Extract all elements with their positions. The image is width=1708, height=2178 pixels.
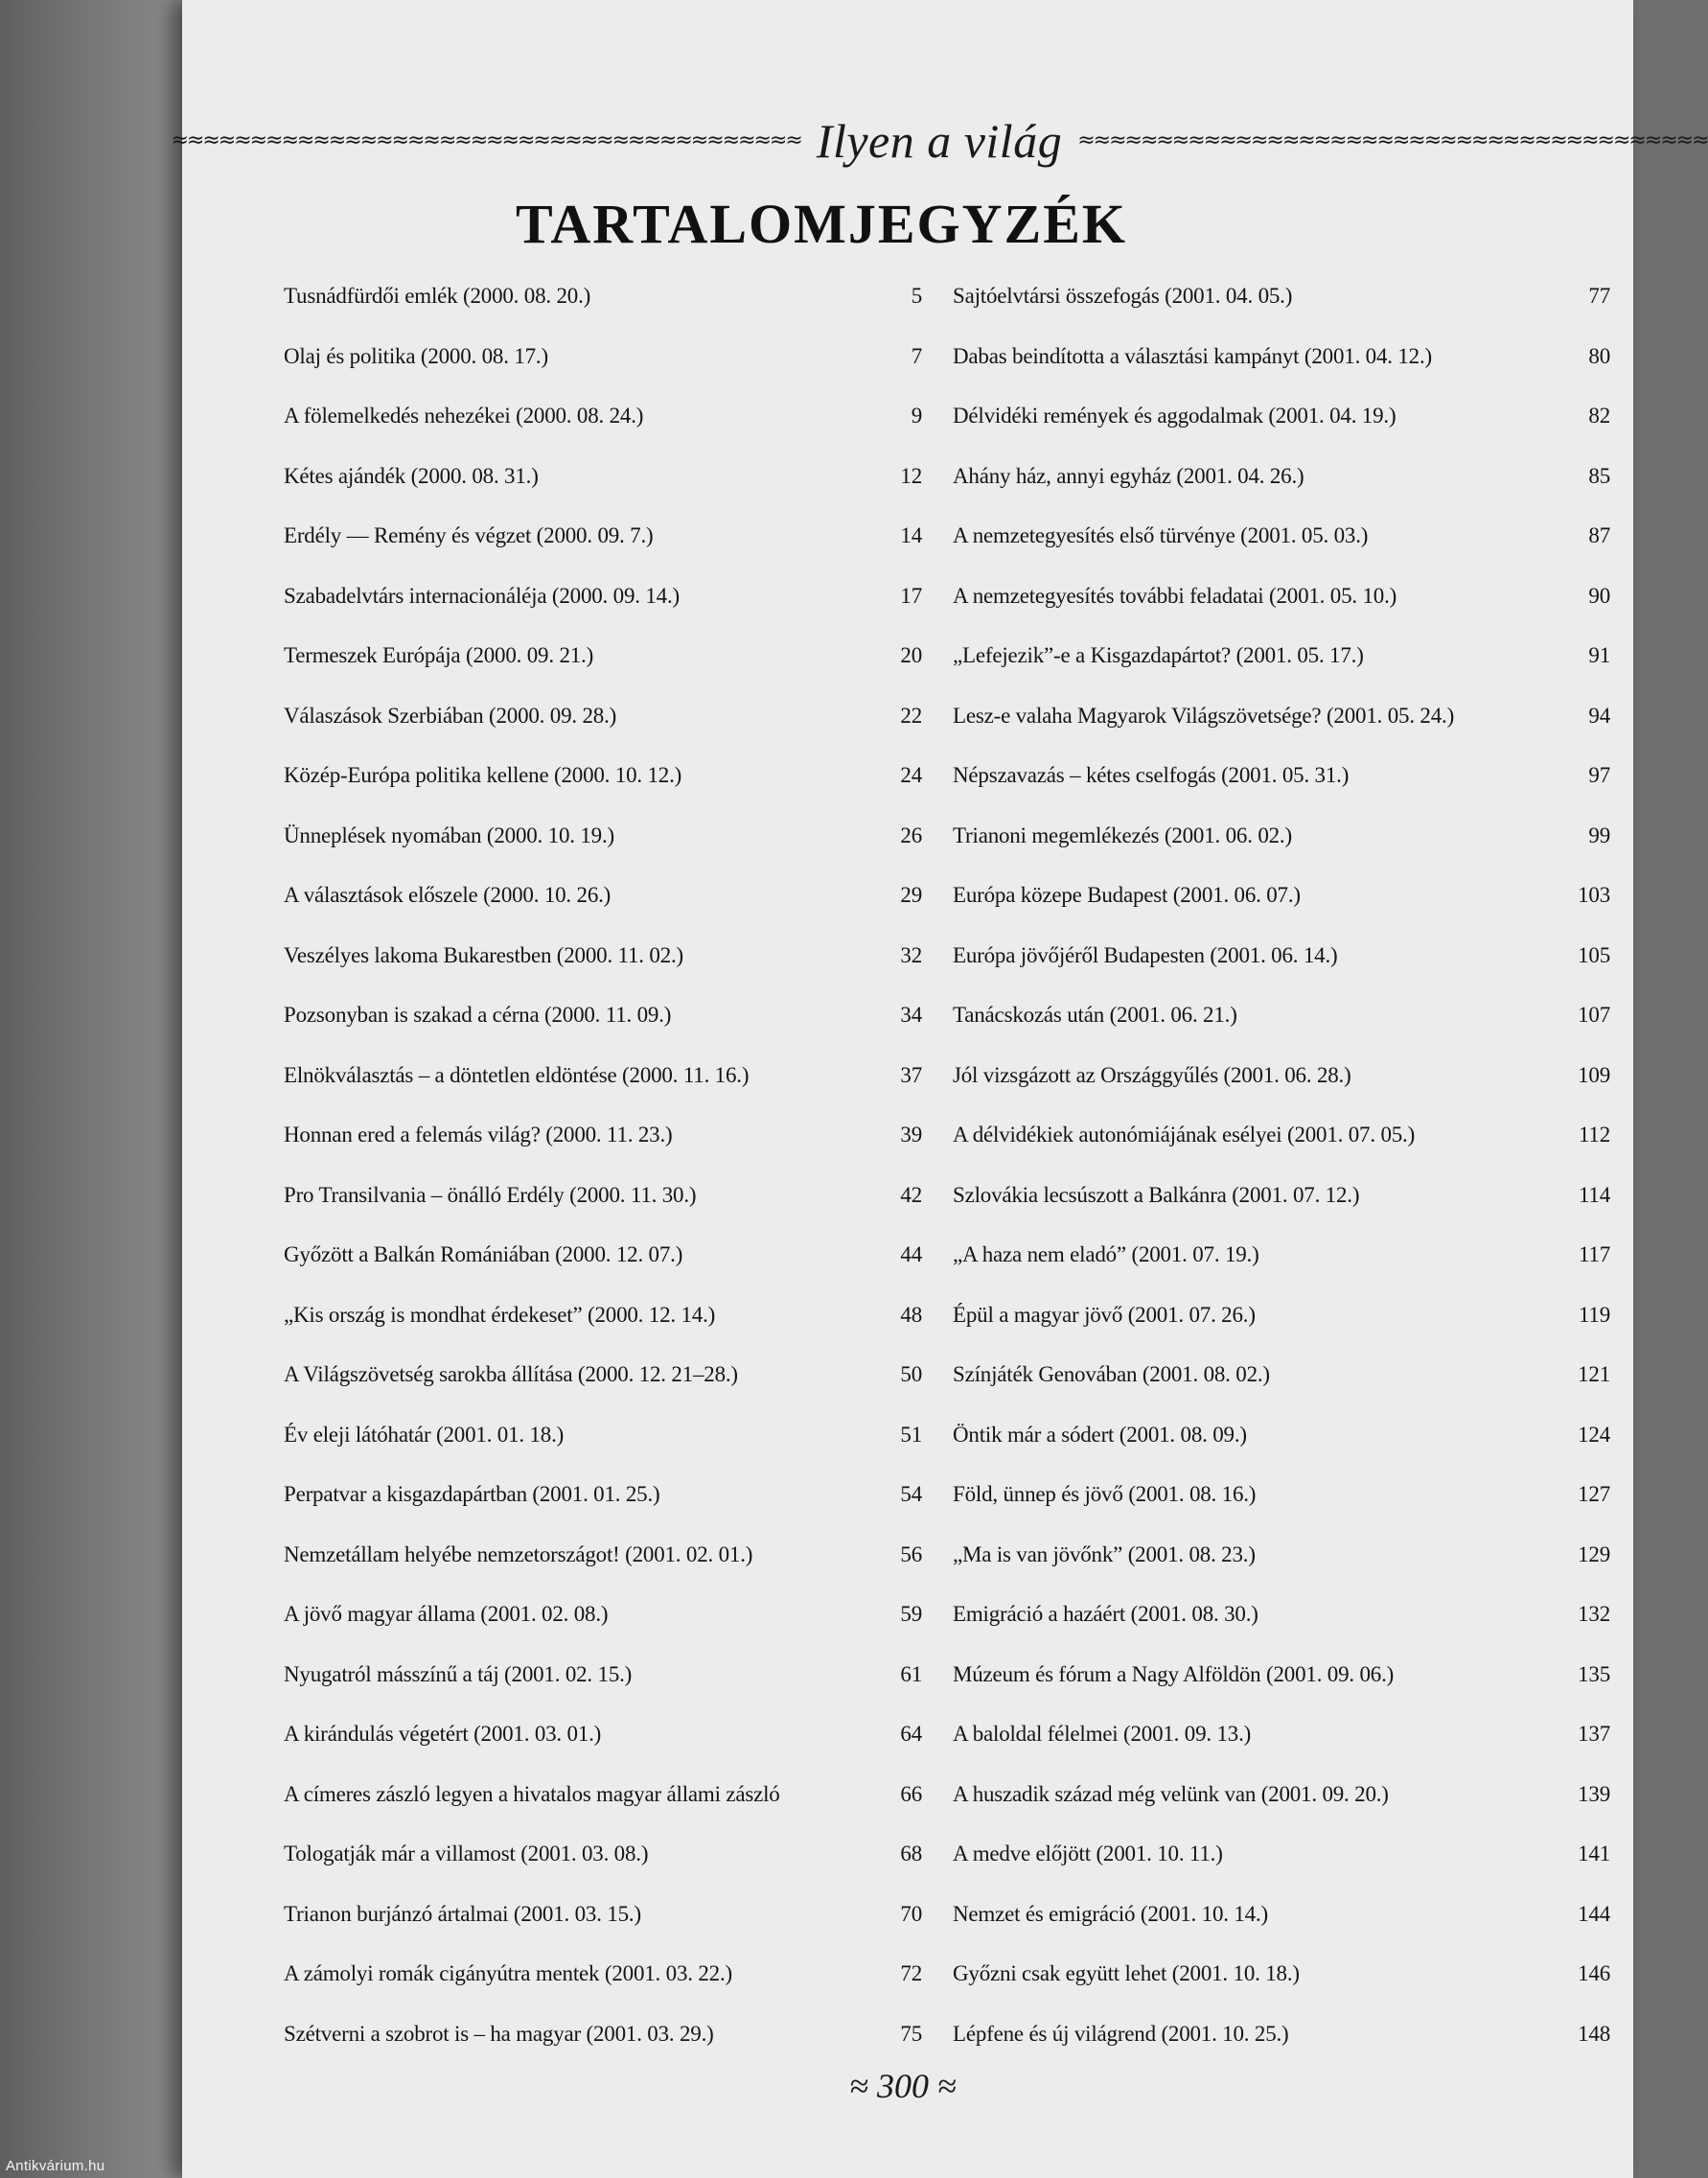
- toc-entry-row: [953, 763, 1610, 823]
- page-number: ≈ 300 ≈: [849, 2067, 957, 2105]
- toc-entry-page: 148: [1578, 2021, 1610, 2046]
- toc-entry-title: Lépfene és új világrend (2001. 10. 25.): [953, 2021, 1289, 2046]
- toc-entry-title: Győzött a Balkán Romániában (2000. 12. 07.): [284, 1242, 683, 1266]
- toc-entry-row: [284, 704, 922, 764]
- toc-entry-page: 5: [911, 284, 922, 308]
- toc-entry-page: 90: [1588, 583, 1610, 608]
- toc-entry-page: 103: [1578, 883, 1610, 907]
- toc-entry-page: 139: [1578, 1781, 1610, 1806]
- toc-entry-title: A nemzetegyesítés első türvénye (2001. 05. 03.): [953, 523, 1369, 547]
- toc-entry-row: [284, 1602, 922, 1662]
- toc-entry-title: Elnökválasztás – a döntetlen eldöntése (2000. 11. 16.): [284, 1062, 750, 1087]
- toc-entry-page: 117: [1578, 1242, 1610, 1266]
- toc-entry-page: 64: [900, 1722, 922, 1746]
- toc-entry-row: [284, 1482, 922, 1542]
- toc-entry-row: [284, 1362, 922, 1423]
- toc-entry-row: [284, 1063, 922, 1124]
- toc-entry-page: 82: [1588, 404, 1610, 428]
- toc-entry-title: Olaj és politika (2000. 08. 17.): [284, 343, 548, 368]
- toc-entry-row: [284, 344, 922, 405]
- toc-entry-page: 124: [1578, 1422, 1610, 1447]
- toc-entry-title: Szlovákia lecsúszott a Balkánra (2001. 07. 12.): [953, 1182, 1360, 1207]
- toc-entry-title: Nemzet és emigráció (2001. 10. 14.): [953, 1901, 1268, 1926]
- toc-entry-page: 26: [900, 823, 922, 847]
- toc-entry-page: 68: [900, 1842, 922, 1865]
- toc-entry-title: Ünneplések nyomában (2000. 10. 19.): [284, 823, 614, 847]
- toc-entry-title: Színjáték Genovában (2001. 08. 02.): [953, 1362, 1270, 1386]
- toc-entry-page: 107: [1578, 1003, 1610, 1027]
- toc-entry-page: 66: [900, 1781, 922, 1806]
- toc-entry-row: [284, 883, 922, 943]
- toc-entry-page: 127: [1578, 1482, 1610, 1506]
- toc-entry-row: [953, 344, 1610, 405]
- toc-entry-title: A Világszövetség sarokba állítása (2000. 12. 21–28.): [284, 1362, 738, 1386]
- toc-entry-row: [953, 643, 1610, 704]
- toc-entry-row: [953, 1662, 1610, 1723]
- toc-entry-title: Népszavazás – kétes cselfogás (2001. 05. 31.): [953, 763, 1350, 787]
- toc-entry-page: 59: [900, 1602, 922, 1626]
- toc-entry-title: A huszadik század még velünk van (2001. 09. 20.): [953, 1781, 1389, 1806]
- toc-entry-title: Pro Transilvania – önálló Erdély (2000. 11. 30.): [284, 1182, 697, 1207]
- toc-entry-row: [953, 1722, 1610, 1782]
- toc-entry-title: Emigráció a hazáért (2001. 08. 30.): [953, 1602, 1258, 1626]
- running-head-title: Ilyen a világ: [816, 114, 1063, 168]
- toc-entry-row: [953, 1242, 1610, 1303]
- toc-entry-page: 56: [900, 1541, 922, 1566]
- toc-entry-title: Közép-Európa politika kellene (2000. 10. 12.): [284, 763, 682, 787]
- toc-entry-row: [953, 1423, 1610, 1483]
- toc-entry-row: [284, 1902, 922, 1962]
- toc-entry-title: A fölemelkedés nehezékei (2000. 08. 24.): [284, 404, 644, 428]
- toc-entry-row: [953, 1362, 1610, 1423]
- toc-entry-page: 37: [900, 1062, 922, 1087]
- toc-entry-page: 94: [1588, 703, 1610, 728]
- toc-entry-row: [953, 584, 1610, 644]
- toc-entry-row: [284, 1842, 922, 1902]
- toc-entry-row: [284, 1003, 922, 1063]
- toc-entry-row: [284, 404, 922, 464]
- toc-entry-title: Perpatvar a kisgazdapártban (2001. 01. 25.): [284, 1482, 660, 1506]
- toc-entry-row: [953, 464, 1610, 524]
- toc-entry-page: 70: [900, 1901, 922, 1926]
- toc-entry-title: „Ma is van jövőnk” (2001. 08. 23.): [953, 1541, 1256, 1566]
- toc-entry-title: Termeszek Európája (2000. 09. 21.): [284, 643, 594, 667]
- toc-entry-row: [284, 763, 922, 823]
- toc-entry-page: 99: [1588, 823, 1610, 847]
- toc-entry-page: 114: [1578, 1182, 1610, 1207]
- toc-entry-page: 7: [911, 343, 922, 368]
- toc-entry-page: 87: [1588, 523, 1610, 547]
- wavy-ornament-left: ≈≈≈≈≈≈≈≈≈≈≈≈≈≈≈≈≈≈≈≈≈≈≈≈≈≈≈≈≈≈≈≈≈≈≈≈≈≈≈≈: [171, 128, 801, 152]
- toc-entry-title: „Kis ország is mondhat érdekeset” (2000. 12. 14.): [284, 1302, 716, 1327]
- toc-entry-page: 20: [900, 643, 922, 667]
- toc-entry-row: [953, 1902, 1610, 1962]
- toc-entry-row: [284, 1123, 922, 1183]
- toc-entry-title: Pozsonyban is szakad a cérna (2000. 11. 09.): [284, 1003, 672, 1027]
- toc-entry-page: 17: [900, 583, 922, 608]
- toc-entry-page: 121: [1578, 1362, 1610, 1386]
- toc-entry-title: Jól vizsgázott az Országgyűlés (2001. 06. 28.): [953, 1062, 1351, 1087]
- toc-entry-page: 34: [900, 1003, 922, 1027]
- toc-entry-row: [953, 1303, 1610, 1363]
- toc-entry-row: [284, 943, 922, 1004]
- toc-column-left: [284, 284, 922, 2081]
- toc-entry-row: [953, 523, 1610, 584]
- toc-entry-page: 9: [911, 404, 922, 428]
- toc-entry-title: Nyugatról másszínű a táj (2001. 02. 15.): [284, 1661, 633, 1686]
- toc-entry-title: Kétes ajándék (2000. 08. 31.): [284, 463, 539, 488]
- toc-entry-title: Szétverni a szobrot is – ha magyar (2001. 03. 29.): [284, 2021, 714, 2046]
- toc-entry-page: 135: [1578, 1661, 1610, 1686]
- toc-entry-page: 129: [1578, 1541, 1610, 1566]
- toc-entry-title: A medve előjött (2001. 10. 11.): [953, 1842, 1223, 1865]
- toc-entry-row: [953, 883, 1610, 943]
- toc-entry-page: 39: [900, 1123, 922, 1147]
- toc-entry-title: Válaszások Szerbiában (2000. 09. 28.): [284, 703, 617, 728]
- toc-entry-title: Győzni csak együtt lehet (2001. 10. 18.): [953, 1961, 1300, 1985]
- toc-entry-title: Tologatják már a villamost (2001. 03. 08.): [284, 1842, 649, 1865]
- toc-entry-page: 109: [1578, 1062, 1610, 1087]
- toc-entry-row: [284, 1722, 922, 1782]
- toc-entry-page: 77: [1588, 284, 1610, 308]
- toc-entry-title: Év eleji látóhatár (2001. 01. 18.): [284, 1422, 565, 1447]
- toc-entry-title: Tusnádfürdői emlék (2000. 08. 20.): [284, 284, 591, 308]
- toc-entry-row: [284, 643, 922, 704]
- wavy-ornament-right: ≈≈≈≈≈≈≈≈≈≈≈≈≈≈≈≈≈≈≈≈≈≈≈≈≈≈≈≈≈≈≈≈≈≈≈≈≈≈≈≈: [1077, 128, 1708, 152]
- toc-entry-title: A kirándulás végetért (2001. 03. 01.): [284, 1722, 602, 1746]
- toc-entry-page: 137: [1578, 1722, 1610, 1746]
- toc-entry-row: [953, 1782, 1610, 1842]
- toc-entry-title: A címeres zászló legyen a hivatalos magyar állami zászló: [284, 1781, 780, 1806]
- toc-entry-page: 29: [900, 883, 922, 907]
- toc-entry-title: Épül a magyar jövő (2001. 07. 26.): [953, 1302, 1256, 1327]
- toc-entry-row: [284, 1961, 922, 2022]
- toc-entry-page: 75: [900, 2021, 922, 2046]
- toc-entry-page: 12: [900, 463, 922, 488]
- toc-entry-title: Múzeum és fórum a Nagy Alföldön (2001. 09. 06.): [953, 1661, 1395, 1686]
- toc-entry-page: 44: [900, 1242, 922, 1266]
- toc-entry-page: 105: [1578, 942, 1610, 967]
- toc-entry-page: 48: [900, 1302, 922, 1327]
- toc-entry-title: Veszélyes lakoma Bukarestben (2000. 11. 02.): [284, 942, 684, 967]
- toc-column-right: [953, 284, 1610, 2081]
- toc-entry-title: Öntik már a sódert (2001. 08. 09.): [953, 1422, 1247, 1447]
- toc-entry-page: 80: [1588, 343, 1610, 368]
- toc-entry-page: 72: [900, 1961, 922, 1985]
- toc-entry-page: 119: [1578, 1302, 1610, 1327]
- watermark: Antikvárium.hu: [6, 2158, 105, 2174]
- toc-entry-page: 112: [1578, 1123, 1610, 1147]
- toc-entry-row: [284, 1662, 922, 1723]
- toc-entry-page: 51: [900, 1422, 922, 1447]
- toc-entry-row: [953, 704, 1610, 764]
- toc-entry-row: [953, 943, 1610, 1004]
- toc-entry-title: Lesz-e valaha Magyarok Világszövetsége? (2001. 05. 24.): [953, 703, 1455, 728]
- toc-entry-title: „A haza nem eladó” (2001. 07. 19.): [953, 1242, 1259, 1266]
- toc-entry-page: 97: [1588, 763, 1610, 787]
- toc-entry-row: [953, 1842, 1610, 1902]
- toc-entry-title: Európa közepe Budapest (2001. 06. 07.): [953, 883, 1301, 907]
- page-title: TARTALOMJEGYZÉK: [515, 193, 1128, 255]
- toc-entry-title: „Lefejezik”-e a Kisgazdapártot? (2001. 05. 17.): [953, 643, 1364, 667]
- toc-entry-title: Trianoni megemlékezés (2001. 06. 02.): [953, 823, 1292, 847]
- toc-entry-title: Európa jövőjéről Budapesten (2001. 06. 14.): [953, 942, 1338, 967]
- toc-entry-row: [953, 284, 1610, 344]
- toc-entry-row: [953, 1123, 1610, 1183]
- toc-entry-row: [953, 404, 1610, 464]
- toc-entry-title: Szabadelvtárs internacionáléja (2000. 09. 14.): [284, 583, 680, 608]
- toc-entry-title: A nemzetegyesítés további feladatai (2001. 05. 10.): [953, 583, 1397, 608]
- toc-entry-row: [284, 1303, 922, 1363]
- toc-entry-row: [284, 1782, 922, 1842]
- toc-entry-page: 42: [900, 1182, 922, 1207]
- toc-entry-row: [284, 284, 922, 344]
- toc-entry-page: 50: [900, 1362, 922, 1386]
- toc-entry-title: Trianon burjánzó ártalmai (2001. 03. 15.): [284, 1901, 641, 1926]
- toc-entry-title: Nemzetállam helyébe nemzetországot! (2001. 02. 01.): [284, 1541, 753, 1566]
- toc-entry-row: [953, 1542, 1610, 1603]
- toc-entry-row: [284, 823, 922, 884]
- toc-entry-title: A választások előszele (2000. 10. 26.): [284, 883, 612, 907]
- toc-entry-title: Délvidéki remények és aggodalmak (2001. 04. 19.): [953, 404, 1396, 428]
- toc-entry-title: A délvidékiek autonómiájának esélyei (2001. 07. 05.): [953, 1123, 1416, 1147]
- background-surface: [0, 0, 192, 2178]
- toc-entry-title: Tanácskozás után (2001. 06. 21.): [953, 1003, 1237, 1027]
- toc-entry-page: 54: [900, 1482, 922, 1506]
- toc-entry-page: 24: [900, 763, 922, 787]
- running-head: [171, 107, 1708, 174]
- toc-entry-row: [284, 464, 922, 524]
- toc-entry-title: Honnan ered a felemás világ? (2000. 11. 23.): [284, 1123, 673, 1147]
- toc-entry-page: 22: [900, 703, 922, 728]
- toc-entry-page: 32: [900, 942, 922, 967]
- toc-entry-title: Dabas beindította a választási kampányt (2001. 04. 12.): [953, 343, 1432, 368]
- toc-entry-title: Föld, ünnep és jövő (2001. 08. 16.): [953, 1482, 1257, 1506]
- toc-entry-row: [284, 1423, 922, 1483]
- toc-entry-row: [284, 1183, 922, 1243]
- toc-entry-row: [953, 1961, 1610, 2022]
- toc-entry-page: 85: [1588, 463, 1610, 488]
- toc-entry-row: [953, 1602, 1610, 1662]
- toc-entry-title: Erdély — Remény és végzet (2000. 09. 7.): [284, 523, 654, 547]
- toc-entry-title: Ahány ház, annyi egyház (2001. 04. 26.): [953, 463, 1304, 488]
- toc-entry-page: 132: [1578, 1602, 1610, 1626]
- toc-entry-page: 146: [1578, 1961, 1610, 1985]
- toc-entry-row: [953, 823, 1610, 884]
- toc-entry-page: 61: [900, 1661, 922, 1686]
- toc-entry-title: A jövő magyar állama (2001. 02. 08.): [284, 1602, 609, 1626]
- toc-entry-row: [284, 523, 922, 584]
- book-page: [171, 0, 1708, 2178]
- toc-entry-row: [284, 1242, 922, 1303]
- toc-entry-page: 141: [1578, 1842, 1610, 1865]
- toc-entry-row: [953, 1003, 1610, 1063]
- toc-entry-row: [953, 1183, 1610, 1243]
- toc-entry-title: A zámolyi romák cigányútra mentek (2001. 03. 22.): [284, 1961, 732, 1985]
- toc-entry-title: Sajtóelvtársi összefogás (2001. 04. 05.): [953, 284, 1293, 308]
- toc-entry-page: 14: [900, 523, 922, 547]
- toc-entry-row: [284, 584, 922, 644]
- toc-entry-row: [953, 1482, 1610, 1542]
- toc-entry-row: [284, 1542, 922, 1603]
- toc-entry-row: [953, 1063, 1610, 1124]
- toc-entry-title: A baloldal félelmei (2001. 09. 13.): [953, 1722, 1252, 1746]
- toc-entry-page: 144: [1578, 1901, 1610, 1926]
- toc-entry-page: 91: [1588, 643, 1610, 667]
